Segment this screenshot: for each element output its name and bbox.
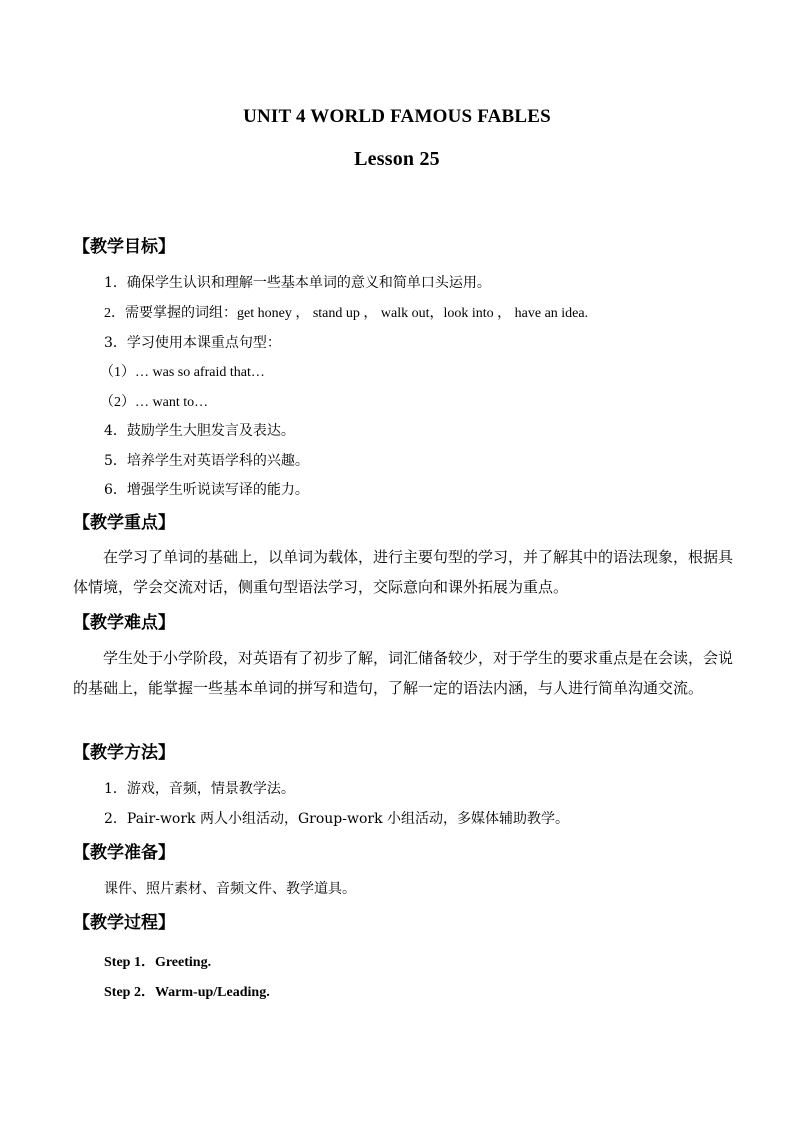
- process-step-1: Step 1．Greeting.: [104, 955, 212, 970]
- section-heading-key-points: 【教学重点】: [73, 513, 175, 533]
- method-item-1: 1．游戏，音频，情景教学法。: [104, 781, 295, 797]
- goal-subitem-2: （2）… want to…: [100, 395, 209, 410]
- key-points-paragraph: 在学习了单词的基础上，以单词为载体，进行主要句型的学习，并了解其中的语法现象，根据具体情境，学会交流对话，侧重句型语法学习，交际意向和课外拓展为重点。: [73, 548, 734, 596]
- goal-item-6: 6．增强学生听说读写译的能力。: [104, 482, 309, 498]
- goal-subitem-1: （1）… was so afraid that…: [100, 365, 265, 380]
- section-heading-goals: 【教学目标】: [73, 237, 175, 257]
- goal-item-3: 3．学习使用本课重点句型：: [104, 335, 281, 351]
- section-heading-preparation: 【教学准备】: [73, 843, 175, 863]
- goal-item-1: 1．确保学生认识和理解一些基本单词的意义和简单口头运用。: [104, 275, 491, 291]
- preparation-text: 课件、照片素材、音频文件、教学道具。: [104, 881, 356, 897]
- document-title: UNIT 4 WORLD FAMOUS FABLES: [243, 106, 551, 127]
- section-heading-process: 【教学过程】: [73, 913, 175, 933]
- section-heading-methods: 【教学方法】: [73, 743, 175, 763]
- goal-item-4: 4．鼓励学生大胆发言及表达。: [104, 423, 295, 439]
- section-heading-difficulties: 【教学难点】: [73, 613, 175, 633]
- difficulties-paragraph: 学生处于小学阶段，对英语有了初步了解，词汇储备较少，对于学生的要求重点是在会读，会说的基础上，能掌握一些基本单词的拼写和造句，了解一定的语法内涵，与人进行简单沟通交流。: [73, 649, 734, 697]
- goal-item-2: 2．需要掌握的词组：get honey ， stand up ， walk out，look into ， have an idea.: [104, 306, 589, 321]
- goal-item-5: 5．培养学生对英语学科的兴趣。: [104, 453, 309, 469]
- lesson-subtitle: Lesson 25: [354, 148, 440, 170]
- method-item-2: 2．Pair-work 两人小组活动，Group-work 小组活动，多媒体辅助教学。: [104, 811, 570, 827]
- process-step-2: Step 2．Warm-up/Leading.: [104, 985, 270, 1000]
